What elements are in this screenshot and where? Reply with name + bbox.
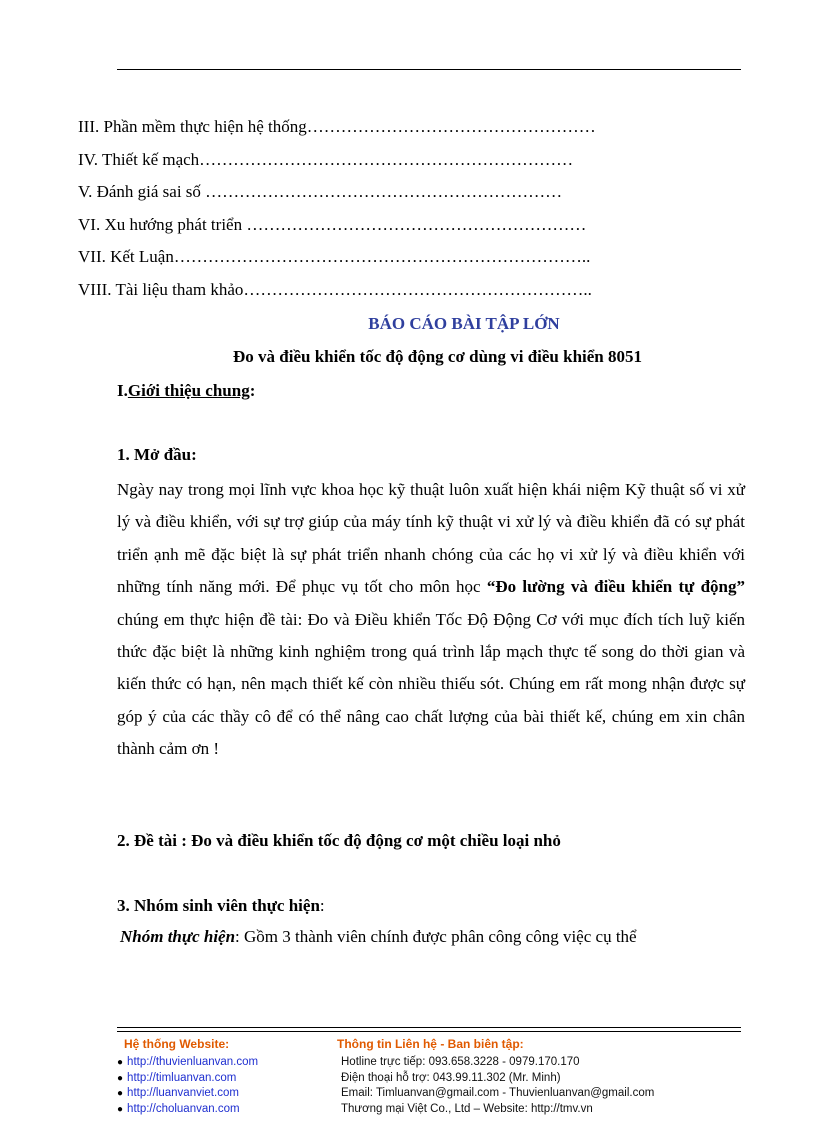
footer-link-item — [117, 1086, 258, 1102]
footer-contact-title: Thông tin Liên hệ - Ban biên tập: — [337, 1037, 524, 1051]
report-title: BÁO CÁO BÀI TẬP LỚN — [368, 314, 560, 333]
group-text: : Gồm 3 thành viên chính được phân công công việc cụ thể — [235, 927, 637, 946]
group-description — [120, 927, 637, 947]
group-heading — [117, 896, 325, 916]
footer-link-item — [117, 1071, 258, 1087]
toc-item: IV. Thiết kế mạch………………………………………………………… — [78, 149, 574, 169]
section-heading — [117, 381, 255, 401]
section-suffix: : — [249, 381, 256, 400]
intro-bold-phrase: “Đo lường và điều khiển tự động” — [486, 577, 745, 597]
intro-text-after: chúng em thực hiện đề tài: Đo và Điều khiển Tốc Độ Động Cơ với mục đích tích luỹ kiến thức đặc biệt là những kinh nghiệm trong quá trình lắp mạch thực tế song do thời gian và kiến thức có hạn, nên mạch thiết kế còn nhiều thiếu sót. Chúng em rất mong nhận được sự góp ý của các thầy cô để có thể nâng cao chất lượng của bài thiết kế, chúng em xin chân thành cảm ơn ! — [117, 609, 745, 759]
bullet-icon: ● — [117, 1057, 124, 1068]
footer-phone: Điện thoại hỗ trợ: 043.99.11.302 (Mr. Minh) — [341, 1071, 561, 1084]
footer-link-item — [117, 1102, 258, 1118]
report-subtitle: Đo và điều khiển tốc độ động cơ dùng vi điều khiển 8051 — [233, 347, 643, 366]
topic-heading: 2. Đề tài : Đo và điều khiển tốc độ động cơ một chiều loại nhỏ — [117, 831, 561, 850]
footer-hotline: Hotline trực tiếp: 093.658.3228 - 0979.170.170 — [341, 1056, 580, 1068]
section-prefix: I. — [117, 381, 128, 400]
toc-item: VII. Kết Luận……………………………………………………………….. — [78, 247, 591, 267]
footer-link[interactable]: http://choluanvan.com — [127, 1102, 240, 1115]
footer-company: Thương mại Việt Co., Ltd – Website: http://tmv.vn — [341, 1102, 593, 1115]
table-of-contents — [78, 113, 738, 309]
footer-links — [117, 1055, 258, 1117]
footer-email: Email: Timluanvan@gmail.com - Thuvienluanvan@gmail.com — [341, 1087, 655, 1099]
section-title: Giới thiệu chung — [127, 381, 250, 400]
group-label: Nhóm thực hiện — [120, 927, 236, 946]
footer-link[interactable]: http://luanvanviet.com — [127, 1087, 239, 1099]
toc-item: VIII. Tài liệu tham khảo…………………………………………………….. — [78, 279, 592, 299]
footer-link[interactable]: http://timluanvan.com — [127, 1071, 237, 1084]
toc-item: V. Đánh giá sai số ……………………………………………………… — [78, 182, 563, 202]
footer-rule — [117, 1027, 741, 1028]
header-rule — [117, 69, 741, 70]
bullet-icon: ● — [117, 1088, 124, 1099]
footer-rule — [117, 1031, 741, 1032]
footer-website-title: Hệ thống Website: — [124, 1037, 230, 1051]
bullet-icon: ● — [117, 1103, 124, 1115]
group-heading-text: 3. Nhóm sinh viên thực hiện — [117, 896, 320, 915]
bullet-icon: ● — [117, 1072, 124, 1084]
group-heading-suffix: : — [319, 896, 325, 915]
intro-text-before: Ngày nay trong mọi lĩnh vực khoa học kỹ thuật luôn xuất hiện khái niệm Kỹ thuật số vi xử lý và điều khiển, với sự trợ giúp của máy tính kỹ thuật vi xử lý và điều khiển đã có sự phát triển ạnh mẽ đặc biệt là sự phát triển nhanh chóng của các họ vi xử lý và điều khiển với những tính năng mới. Để phục vụ tốt cho môn học — [117, 480, 745, 597]
footer-contact-info — [341, 1055, 654, 1117]
toc-item: VI. Xu hướng phát triển …………………………………………………… — [78, 214, 587, 234]
toc-item: III. Phần mềm thực hiện hệ thống…………………………………………… — [78, 117, 596, 136]
intro-paragraph — [117, 474, 745, 766]
intro-heading: 1. Mở đầu: — [117, 445, 197, 464]
footer-link[interactable]: http://thuvienluanvan.com — [127, 1056, 259, 1068]
footer-link-item — [117, 1055, 258, 1071]
